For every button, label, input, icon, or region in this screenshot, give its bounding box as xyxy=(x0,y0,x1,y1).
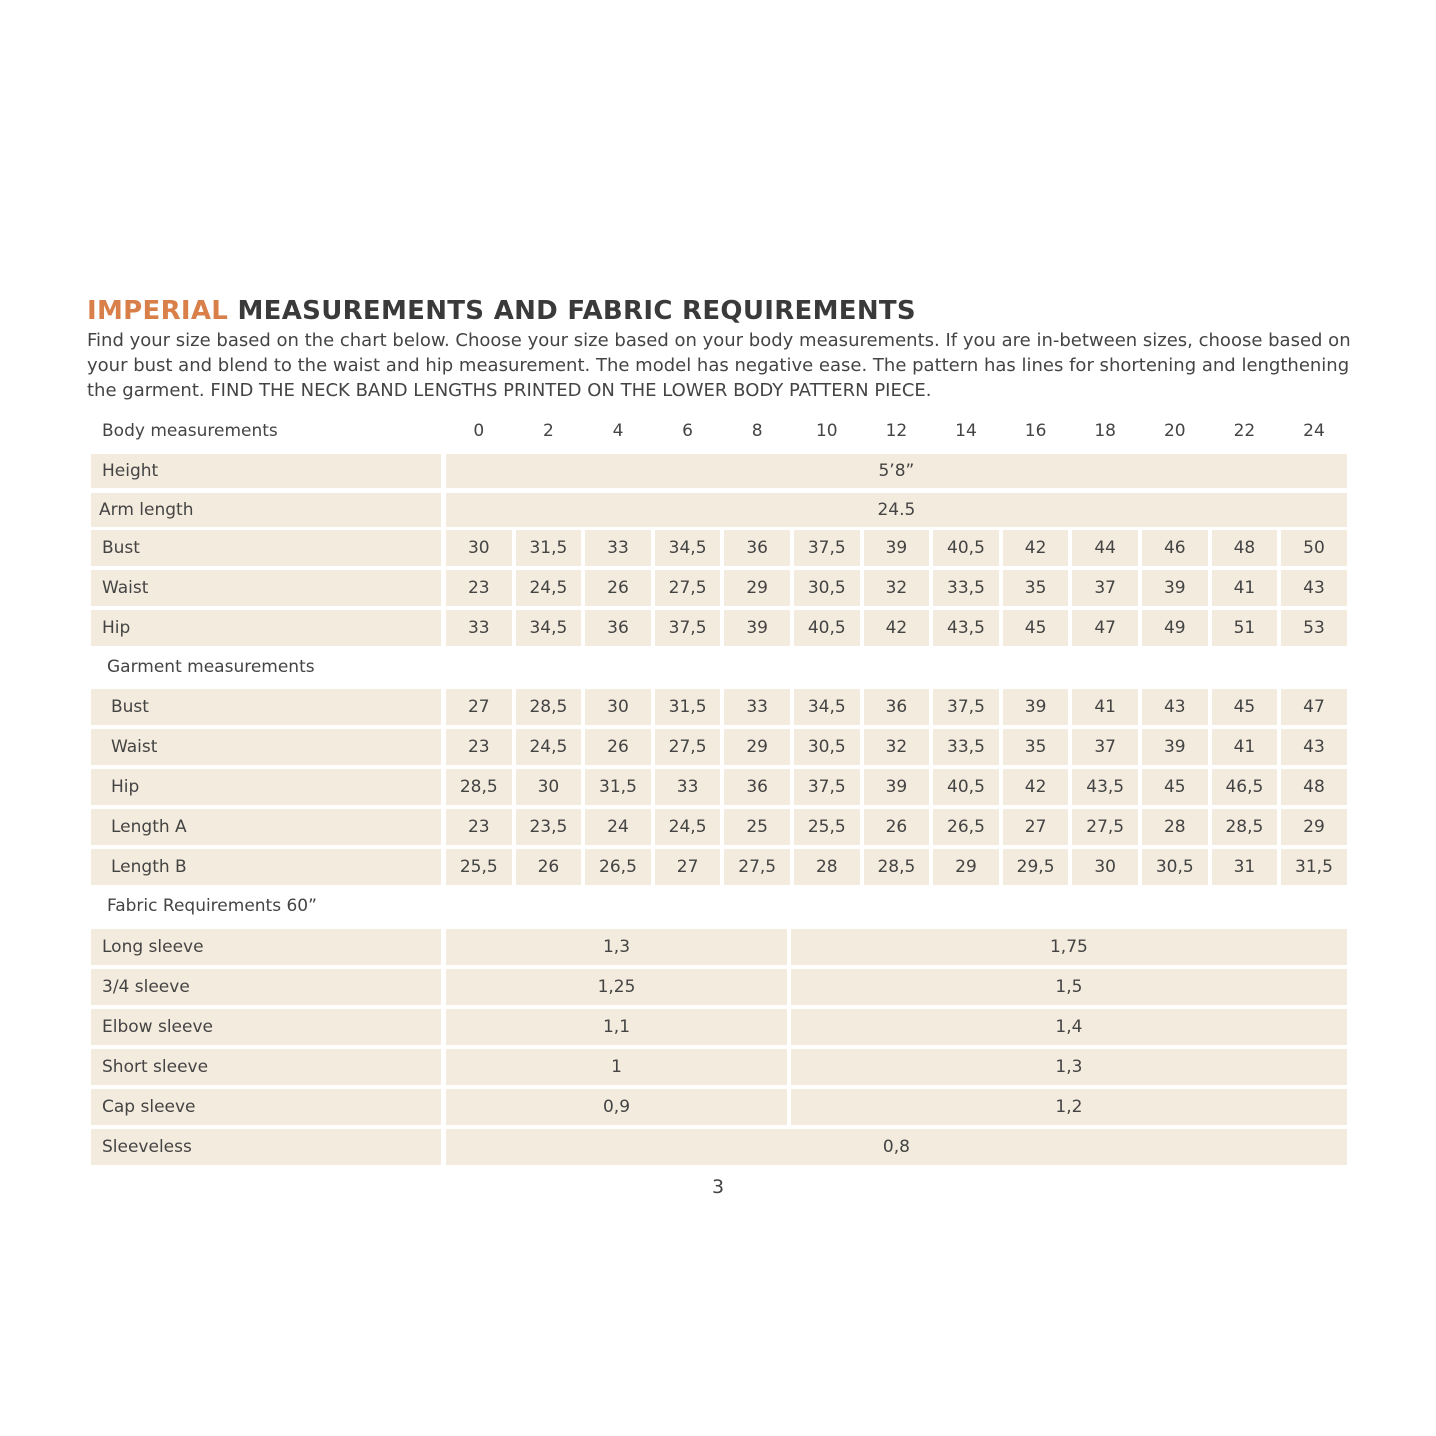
table-cell: 37,5 xyxy=(655,610,721,646)
table-cell: 27 xyxy=(446,689,512,725)
span-value-cell: 5’8” xyxy=(446,454,1347,488)
row-label: Long sleeve xyxy=(91,929,441,965)
table-cell: 43 xyxy=(1142,689,1208,725)
table-cell: 41 xyxy=(1072,689,1138,725)
table-cell: 29 xyxy=(724,570,790,606)
table-cell: 27,5 xyxy=(724,849,790,885)
size-header: 10 xyxy=(815,421,838,441)
intro-text: Find your size based on the chart below. Choose your size based on your body measurements. If you are in-between sizes, choose based on your bust and blend to the waist and hip measurement. The model has negative ease. The pattern has lines for shortening and lengthening the garment. FIND THE NECK BAND LENGTHS PRINTED ON THE LOWER BODY PATTERN PIECE. xyxy=(87,330,1351,401)
size-header: 18 xyxy=(1094,421,1116,441)
row-label: Height xyxy=(91,454,441,488)
fabric-cell-large: 1,4 xyxy=(791,1009,1347,1045)
table-cell: 33 xyxy=(724,689,790,725)
table-cell: 39 xyxy=(1003,689,1069,725)
table-cell: 28 xyxy=(794,849,860,885)
table-cell: 35 xyxy=(1003,729,1069,765)
table-cell: 36 xyxy=(724,769,790,805)
table-cell: 45 xyxy=(1212,689,1278,725)
table-cell: 36 xyxy=(585,610,651,646)
table-cell: 39 xyxy=(864,769,930,805)
table-cell: 23 xyxy=(446,729,512,765)
table-cell: 41 xyxy=(1212,570,1278,606)
table-cell: 27 xyxy=(655,849,721,885)
span-value-cell: 0,8 xyxy=(446,1129,1347,1165)
size-header: 16 xyxy=(1024,421,1047,441)
table-cell: 33 xyxy=(655,769,721,805)
table-cell: 29,5 xyxy=(1003,849,1069,885)
table-cell: 39 xyxy=(1142,729,1208,765)
table-cell: 39 xyxy=(1142,570,1208,606)
table-cell: 29 xyxy=(724,729,790,765)
row-label: Sleeveless xyxy=(91,1129,441,1165)
table-cell: 37,5 xyxy=(933,689,999,725)
title-accent: IMPERIAL xyxy=(87,296,229,326)
table-cell: 23,5 xyxy=(516,809,582,845)
page-title xyxy=(87,296,916,326)
table-cell: 43 xyxy=(1281,570,1347,606)
row-label: Hip xyxy=(91,610,441,646)
table-cell: 36 xyxy=(864,689,930,725)
fabric-cell-large: 1,3 xyxy=(791,1049,1347,1085)
table-cell: 35 xyxy=(1003,570,1069,606)
table-cell: 39 xyxy=(724,610,790,646)
row-label: Length A xyxy=(91,809,441,845)
table-cell: 30 xyxy=(516,769,582,805)
row-label: Waist xyxy=(91,729,441,765)
fabric-cell-small: 0,9 xyxy=(446,1089,787,1125)
table-cell: 32 xyxy=(864,570,930,606)
table-cell: 45 xyxy=(1142,769,1208,805)
table-cell: 23 xyxy=(446,809,512,845)
size-header: 0 xyxy=(473,421,485,441)
table-cell: 37 xyxy=(1072,570,1138,606)
page-number: 3 xyxy=(711,1176,725,1198)
span-value-cell: 24.5 xyxy=(446,493,1347,527)
table-cell: 30,5 xyxy=(794,729,860,765)
table-cell: 30 xyxy=(1072,849,1138,885)
table-cell: 30,5 xyxy=(794,570,860,606)
fabric-requirements-heading: Fabric Requirements 60” xyxy=(107,896,317,916)
table-cell: 44 xyxy=(1072,530,1138,566)
size-header: 22 xyxy=(1233,421,1256,441)
garment-measurements-heading: Garment measurements xyxy=(107,657,315,677)
table-cell: 24,5 xyxy=(516,570,582,606)
table-cell: 53 xyxy=(1281,610,1347,646)
table-cell: 31,5 xyxy=(1281,849,1347,885)
table-cell: 26 xyxy=(585,570,651,606)
table-cell: 42 xyxy=(1003,769,1069,805)
row-label: 3/4 sleeve xyxy=(91,969,441,1005)
table-cell: 33,5 xyxy=(933,570,999,606)
table-cell: 31,5 xyxy=(655,689,721,725)
row-label: Elbow sleeve xyxy=(91,1009,441,1045)
row-label: Length B xyxy=(91,849,441,885)
table-cell: 24 xyxy=(585,809,651,845)
table-cell: 42 xyxy=(1003,530,1069,566)
fabric-cell-small: 1,25 xyxy=(446,969,787,1005)
size-header: 8 xyxy=(751,421,763,441)
table-cell: 26 xyxy=(864,809,930,845)
size-header: 24 xyxy=(1303,421,1325,441)
fabric-cell-large: 1,2 xyxy=(791,1089,1347,1125)
row-label: Arm length xyxy=(91,493,441,527)
table-cell: 40,5 xyxy=(933,530,999,566)
table-cell: 43 xyxy=(1281,729,1347,765)
table-cell: 39 xyxy=(864,530,930,566)
table-cell: 27,5 xyxy=(655,729,721,765)
table-cell: 26,5 xyxy=(933,809,999,845)
table-cell: 24,5 xyxy=(516,729,582,765)
table-cell: 37,5 xyxy=(794,530,860,566)
table-cell: 28 xyxy=(1142,809,1208,845)
table-cell: 34,5 xyxy=(516,610,582,646)
table-cell: 25,5 xyxy=(794,809,860,845)
row-label: Hip xyxy=(91,769,441,805)
table-cell: 33 xyxy=(446,610,512,646)
table-cell: 34,5 xyxy=(794,689,860,725)
table-cell: 46,5 xyxy=(1212,769,1278,805)
table-cell: 48 xyxy=(1281,769,1347,805)
table-cell: 26 xyxy=(585,729,651,765)
table-cell: 42 xyxy=(864,610,930,646)
table-cell: 25,5 xyxy=(446,849,512,885)
table-cell: 30 xyxy=(446,530,512,566)
fabric-cell-small: 1,1 xyxy=(446,1009,787,1045)
fabric-cell-small: 1 xyxy=(446,1049,787,1085)
size-header: 4 xyxy=(612,421,624,441)
table-cell: 37,5 xyxy=(794,769,860,805)
size-header: 2 xyxy=(542,421,554,441)
table-cell: 43,5 xyxy=(933,610,999,646)
table-cell: 30,5 xyxy=(1142,849,1208,885)
table-cell: 40,5 xyxy=(794,610,860,646)
row-label: Waist xyxy=(91,570,441,606)
table-cell: 45 xyxy=(1003,610,1069,646)
fabric-cell-large: 1,75 xyxy=(791,929,1347,965)
table-cell: 46 xyxy=(1142,530,1208,566)
table-cell: 37 xyxy=(1072,729,1138,765)
row-label: Cap sleeve xyxy=(91,1089,441,1125)
table-cell: 51 xyxy=(1212,610,1278,646)
body-measurements-heading: Body measurements xyxy=(102,421,278,441)
table-cell: 41 xyxy=(1212,729,1278,765)
table-cell: 29 xyxy=(933,849,999,885)
table-cell: 50 xyxy=(1281,530,1347,566)
table-cell: 47 xyxy=(1072,610,1138,646)
table-cell: 31,5 xyxy=(516,530,582,566)
row-label: Bust xyxy=(91,689,441,725)
size-header: 12 xyxy=(885,421,908,441)
table-cell: 27 xyxy=(1003,809,1069,845)
table-cell: 28,5 xyxy=(864,849,930,885)
row-label: Short sleeve xyxy=(91,1049,441,1085)
size-header: 14 xyxy=(955,421,977,441)
table-cell: 24,5 xyxy=(655,809,721,845)
table-cell: 34,5 xyxy=(655,530,721,566)
title-rest: MEASUREMENTS AND FABRIC REQUIREMENTS xyxy=(228,296,916,326)
table-cell: 48 xyxy=(1212,530,1278,566)
table-cell: 28,5 xyxy=(516,689,582,725)
table-cell: 25 xyxy=(724,809,790,845)
table-cell: 27,5 xyxy=(655,570,721,606)
table-cell: 23 xyxy=(446,570,512,606)
table-cell: 30 xyxy=(585,689,651,725)
table-cell: 36 xyxy=(724,530,790,566)
table-cell: 33,5 xyxy=(933,729,999,765)
table-cell: 47 xyxy=(1281,689,1347,725)
table-cell: 27,5 xyxy=(1072,809,1138,845)
table-cell: 29 xyxy=(1281,809,1347,845)
table-cell: 33 xyxy=(585,530,651,566)
fabric-cell-large: 1,5 xyxy=(791,969,1347,1005)
table-cell: 31,5 xyxy=(585,769,651,805)
row-label: Bust xyxy=(91,530,441,566)
fabric-cell-small: 1,3 xyxy=(446,929,787,965)
table-cell: 32 xyxy=(864,729,930,765)
table-cell: 28,5 xyxy=(446,769,512,805)
table-cell: 26 xyxy=(516,849,582,885)
size-header: 6 xyxy=(682,421,693,441)
size-header: 20 xyxy=(1163,421,1186,441)
table-cell: 28,5 xyxy=(1212,809,1278,845)
table-cell: 40,5 xyxy=(933,769,999,805)
table-cell: 26,5 xyxy=(585,849,651,885)
table-cell: 31 xyxy=(1212,849,1278,885)
table-cell: 49 xyxy=(1142,610,1208,646)
table-cell: 43,5 xyxy=(1072,769,1138,805)
